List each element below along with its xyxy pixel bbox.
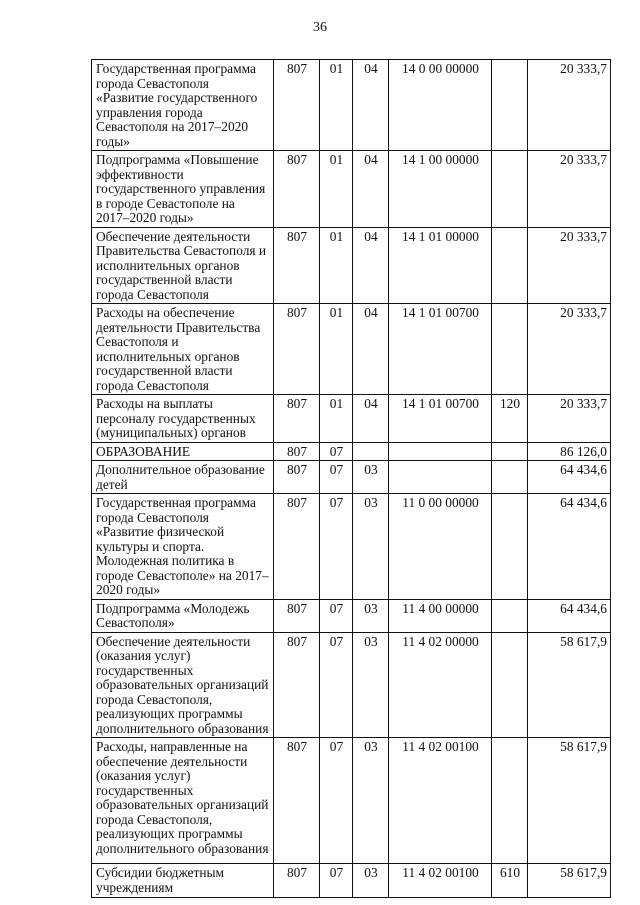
row-target-article-cell: 14 1 00 00000: [389, 151, 492, 228]
row-target-article-cell: 11 0 00 00000: [389, 494, 492, 600]
row-pr-code-cell: 04: [353, 395, 389, 443]
row-name-cell: Обеспечение деятельности (оказания услуг) государственных образовательных организаций города Севастополя, реализующих программы дополнительного образования: [92, 632, 274, 738]
row-target-article-cell: 11 4 00 00000: [389, 599, 492, 632]
row-amount-cell: 20 333,7: [528, 151, 611, 228]
table-row: [92, 738, 611, 864]
row-gr-code-cell: 807: [274, 461, 320, 494]
row-target-article-cell: [389, 442, 492, 461]
row-expense-type-cell: [492, 442, 528, 461]
row-expense-type-cell: [492, 738, 528, 864]
row-target-article-cell: 14 1 01 00000: [389, 227, 492, 304]
row-target-article-cell: 11 4 02 00000: [389, 632, 492, 738]
row-name-cell: ОБРАЗОВАНИЕ: [92, 442, 274, 461]
row-gr-code-cell: 807: [274, 227, 320, 304]
page-number: 36: [313, 20, 327, 35]
row-rz-code-cell: 01: [320, 227, 353, 304]
row-gr-code-cell: 807: [274, 304, 320, 395]
row-amount-cell: 20 333,7: [528, 395, 611, 443]
row-target-article-cell: 11 4 02 00100: [389, 738, 492, 864]
row-rz-code-cell: 07: [320, 461, 353, 494]
row-rz-code-cell: 01: [320, 304, 353, 395]
row-target-article-cell: 14 0 00 00000: [389, 60, 492, 151]
row-target-article-cell: 14 1 01 00700: [389, 395, 492, 443]
row-name-cell: Обеспечение деятельности Правительства Севастополя и исполнительных органов государственной власти города Севастополя: [92, 227, 274, 304]
row-rz-code-cell: 07: [320, 442, 353, 461]
budget-table-body: [92, 60, 611, 898]
row-expense-type-cell: [492, 304, 528, 395]
row-name-cell: Расходы, направленные на обеспечение деятельности (оказания услуг) государственных образовательных организаций города Севастополя, реализующих программы дополнительного образования: [92, 738, 274, 864]
row-amount-cell: 20 333,7: [528, 304, 611, 395]
row-pr-code-cell: 04: [353, 151, 389, 228]
row-name-cell: Подпрограмма «Повышение эффективности государственного управления в городе Севастополе на 2017–2020 годы»: [92, 151, 274, 228]
row-pr-code-cell: 03: [353, 864, 389, 898]
row-pr-code-cell: 04: [353, 60, 389, 151]
row-name-cell: Субсидии бюджетным учреждениям: [92, 864, 274, 898]
row-pr-code-cell: 04: [353, 227, 389, 304]
row-rz-code-cell: 07: [320, 494, 353, 600]
row-rz-code-cell: 01: [320, 60, 353, 151]
row-pr-code-cell: 03: [353, 494, 389, 600]
row-target-article-cell: [389, 461, 492, 494]
row-name-cell: Государственная программа города Севастополя «Развитие государственного управления города Севастополя на 2017–2020 годы»: [92, 60, 274, 151]
row-name-cell: Подпрограмма «Молодежь Севастополя»: [92, 599, 274, 632]
row-target-article-cell: 11 4 02 00100: [389, 864, 492, 898]
row-name-cell: Расходы на выплаты персоналу государственных (муниципальных) органов: [92, 395, 274, 443]
row-gr-code-cell: 807: [274, 395, 320, 443]
row-target-article-cell: 14 1 01 00700: [389, 304, 492, 395]
row-amount-cell: 58 617,9: [528, 738, 611, 864]
row-name-cell: Государственная программа города Севастополя «Развитие физической культуры и спорта. Молодежная политика в городе Севастополе» на 2017–2020 годы»: [92, 494, 274, 600]
row-amount-cell: 86 126,0: [528, 442, 611, 461]
row-expense-type-cell: 120: [492, 395, 528, 443]
table-row: [92, 442, 611, 461]
row-expense-type-cell: 610: [492, 864, 528, 898]
row-amount-cell: 20 333,7: [528, 60, 611, 151]
budget-table: [91, 59, 611, 898]
row-gr-code-cell: 807: [274, 494, 320, 600]
row-pr-code-cell: 03: [353, 599, 389, 632]
row-pr-code-cell: 04: [353, 304, 389, 395]
table-row: [92, 395, 611, 443]
row-gr-code-cell: 807: [274, 442, 320, 461]
row-amount-cell: 58 617,9: [528, 632, 611, 738]
row-gr-code-cell: 807: [274, 738, 320, 864]
row-pr-code-cell: 03: [353, 738, 389, 864]
table-row: [92, 864, 611, 898]
table-row: [92, 599, 611, 632]
table-row: [92, 151, 611, 228]
row-expense-type-cell: [492, 599, 528, 632]
row-pr-code-cell: 03: [353, 632, 389, 738]
row-name-cell: Дополнительное образование детей: [92, 461, 274, 494]
row-expense-type-cell: [492, 227, 528, 304]
row-gr-code-cell: 807: [274, 632, 320, 738]
row-amount-cell: 64 434,6: [528, 494, 611, 600]
row-gr-code-cell: 807: [274, 864, 320, 898]
row-name-cell: Расходы на обеспечение деятельности Правительства Севастополя и исполнительных органов государственной власти города Севастополя: [92, 304, 274, 395]
table-row: [92, 632, 611, 738]
row-pr-code-cell: 03: [353, 461, 389, 494]
row-expense-type-cell: [492, 494, 528, 600]
table-row: [92, 227, 611, 304]
row-gr-code-cell: 807: [274, 60, 320, 151]
row-gr-code-cell: 807: [274, 151, 320, 228]
row-amount-cell: 20 333,7: [528, 227, 611, 304]
table-row: [92, 304, 611, 395]
row-rz-code-cell: 07: [320, 864, 353, 898]
row-expense-type-cell: [492, 60, 528, 151]
row-expense-type-cell: [492, 461, 528, 494]
row-rz-code-cell: 01: [320, 395, 353, 443]
row-rz-code-cell: 07: [320, 738, 353, 864]
row-amount-cell: 64 434,6: [528, 599, 611, 632]
row-rz-code-cell: 07: [320, 599, 353, 632]
row-amount-cell: 58 617,9: [528, 864, 611, 898]
table-row: [92, 60, 611, 151]
table-row: [92, 494, 611, 600]
row-rz-code-cell: 07: [320, 632, 353, 738]
row-rz-code-cell: 01: [320, 151, 353, 228]
row-expense-type-cell: [492, 151, 528, 228]
row-gr-code-cell: 807: [274, 599, 320, 632]
row-amount-cell: 64 434,6: [528, 461, 611, 494]
row-expense-type-cell: [492, 632, 528, 738]
table-row: [92, 461, 611, 494]
row-pr-code-cell: [353, 442, 389, 461]
